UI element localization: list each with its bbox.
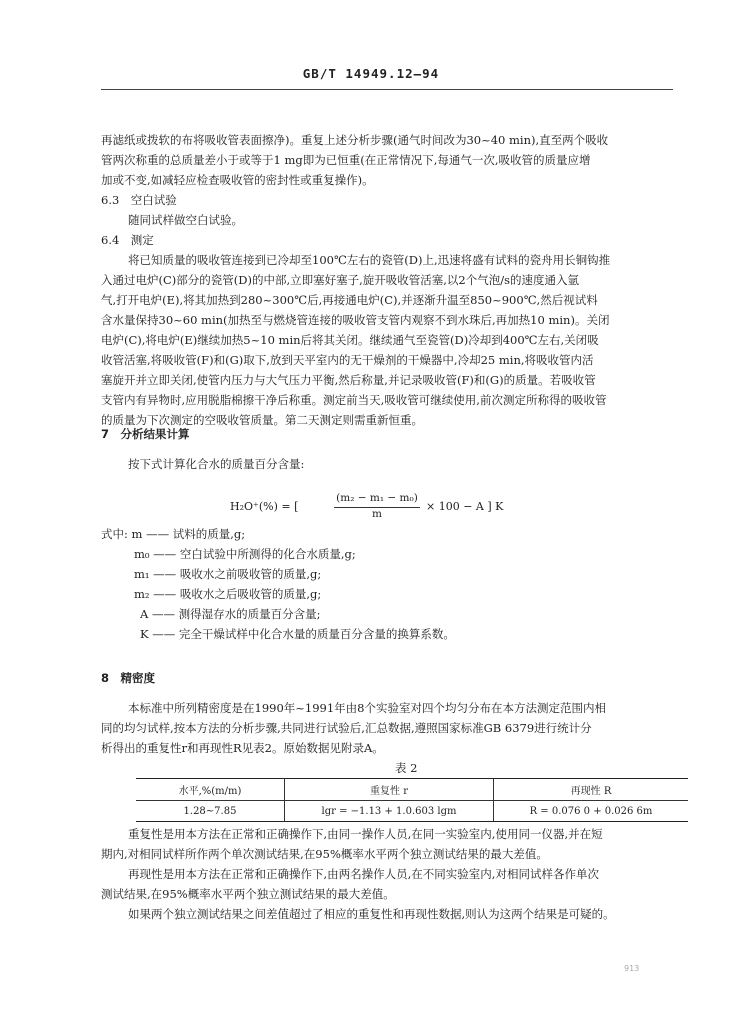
table-caption: 表 2: [395, 761, 418, 775]
paragraph-line: 收管活塞,将吸收管(F)和(G)取下,放到天平室内的无干燥剂的干燥器中,冷却25 min,将吸收管内活: [101, 353, 594, 367]
table-cell: lgr = −1.13 + 1.0.603 lgm: [285, 801, 494, 822]
section-heading-6-3: 6.3 空白试验: [101, 193, 177, 207]
variable-definition: A —— 测得湿存水的质量百分含量;: [140, 607, 321, 621]
variable-definition: m₀ —— 空白试验中所测得的化合水质量,g;: [134, 547, 356, 561]
standard-code-header: GB/T 14949.12—94: [302, 66, 440, 81]
paragraph-line: 同的均匀试样,按本方法的分析步骤,共同进行试验后,汇总数据,遵照国家标准GB 6379进行统计分: [101, 721, 592, 735]
paragraph-line: 气,打开电炉(E),将其加热到280~300℃后,再接通电炉(C),并逐渐升温至850~900℃,然后视试料: [101, 293, 598, 307]
paragraph-line: 再现性是用本方法在正常和正确操作下,由两名操作人员,在不同实验室内,对相同试样各作单次: [128, 867, 599, 881]
paragraph-line: 本标准中所列精密度是在1990年~1991年由8个实验室对四个均匀分布在本方法测定范围内相: [128, 701, 606, 715]
paragraph-line: 塞旋开并立即关闭,使管内压力与大气压力平衡,然后称量,并记录吸收管(F)和(G)的质量。若吸收管: [101, 373, 596, 387]
formula-numerator: (m₂ − m₁ − m₀): [336, 492, 418, 504]
section-heading-7: 7 分析结果计算: [101, 427, 190, 441]
precision-table: [136, 778, 688, 822]
paragraph-line: 测试结果,在95%概率水平两个独立测试结果的最大差值。: [101, 887, 395, 901]
paragraph-line: 含水量保持30~60 min(加热至与燃烧管连接的吸收管支管内观察不到水珠后,再加热10 min)。关闭: [101, 313, 610, 327]
formula-lhs: H₂O⁺(%) = [: [230, 500, 299, 513]
column-header-repeatability: 重复性 r: [285, 779, 494, 801]
variable-definition: K —— 完全干燥试样中化合水量的质量百分含量的换算系数。: [140, 627, 455, 641]
page-number: 913: [624, 964, 640, 973]
paragraph-line: 重复性是用本方法在正常和正确操作下,由同一操作人员,在同一实验室内,使用同一仪器,并在短: [128, 827, 603, 841]
paragraph-line: 析得出的重复性r和再现性R见表2。原始数据见附录A。: [101, 741, 384, 755]
paragraph-line: 再滤纸或拨软的布将吸收管表面擦净)。重复上述分析步骤(通气时间改为30~40 min),直至两个吸收: [101, 133, 609, 147]
section-heading-6-4: 6.4 测定: [101, 233, 154, 247]
table-cell: R = 0.076 0 + 0.026 6m: [494, 801, 689, 822]
paragraph-line: 管两次称重的总质量差小于或等于1 mg即为已恒重(在正常情况下,每通气一次,吸收管的质量应增: [101, 153, 591, 167]
paragraph-line: 随同试样做空白试验。: [128, 213, 243, 227]
paragraph-line: 的质量为下次测定的空吸收管质量。第二天测定则需重新恒重。: [101, 413, 423, 427]
section-heading-8: 8 精密度: [101, 671, 156, 685]
paragraph-line: 加或不变,如减轻应检查吸收管的密封性或重复操作)。: [101, 173, 374, 187]
table-header-row: [136, 779, 688, 801]
column-header-reproducibility: 再现性 R: [494, 779, 689, 801]
column-header-level: 水平,%(m/m): [136, 779, 285, 801]
paragraph-line: 如果两个独立测试结果之间差值超过了相应的重复性和再现性数据,则认为这两个结果是可疑的。: [128, 907, 615, 921]
paragraph-line: 期内,对相同试样所作两个单次测试结果,在95%概率水平两个独立测试结果的最大差值。: [101, 847, 548, 861]
formula: [230, 492, 530, 522]
formula-rhs: × 100 − A ] K: [426, 500, 504, 513]
paragraph-line: 按下式计算化合水的质量百分含量:: [128, 457, 305, 471]
variable-definition: m₂ —— 吸收水之后吸收管的质量,g;: [134, 587, 322, 601]
formula-denominator: m: [372, 508, 382, 520]
variable-definition: m₁ —— 吸收水之前吸收管的质量,g;: [134, 567, 322, 581]
table-cell: 1.28~7.85: [136, 801, 285, 822]
table-row: [136, 801, 688, 822]
paragraph-line: 支管内有异物时,应用脱脂棉擦干净后称重。测定前当天,吸收管可继续使用,前次测定所称得的吸收管: [101, 393, 607, 407]
header-rule: [101, 89, 673, 90]
variable-definition: 式中: m —— 试料的质量,g;: [101, 527, 246, 541]
paragraph-line: 电炉(C),将电炉(E)继续加热5~10 min后将其关闭。继续通气至瓷管(D)冷却到400℃左右,关闭吸: [101, 333, 599, 347]
paragraph-line: 将已知质量的吸收管连接到已冷却至100℃左右的瓷管(D)上,迅速将盛有试料的瓷舟用长铜钩推: [128, 253, 611, 267]
paragraph-line: 入通过电炉(C)部分的瓷管(D)的中部,立即塞好塞子,旋开吸收管活塞,以2个气泡/s的速度通入氩: [101, 273, 580, 287]
